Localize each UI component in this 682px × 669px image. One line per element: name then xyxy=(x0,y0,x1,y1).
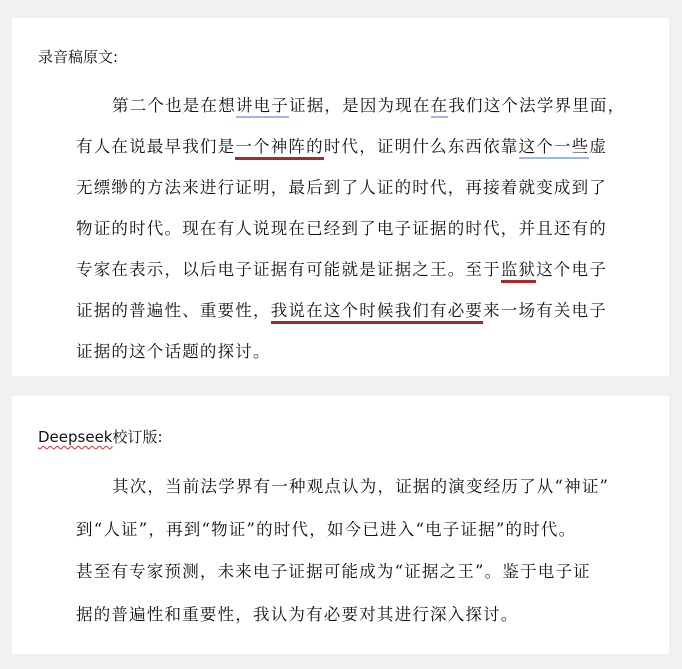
revised-version-panel xyxy=(12,396,669,654)
revised-version-line xyxy=(76,551,653,594)
text-segment: 甚至有专家预测，未来电子证据可能成为“证据之王”。鉴于电子证 xyxy=(76,562,591,581)
highlighted-phrase: 一个神阵的 xyxy=(235,137,324,160)
highlighted-phrase: 监狱 xyxy=(501,260,536,283)
original-transcript-line xyxy=(76,85,653,126)
text-segment: 证据，是因为现在 xyxy=(289,96,431,115)
highlighted-phrase: 我说在这个时候我们有必要 xyxy=(271,301,483,324)
original-transcript-line xyxy=(76,290,653,331)
text-segment: 我们这个法学界里面， xyxy=(448,96,626,115)
revised-label-suffix: 校订版: xyxy=(112,428,163,446)
text-segment: 到“人证”，再到“物证”的时代，如今已进入“电子证据”的时代。 xyxy=(76,519,577,539)
deepseek-brand-label: Deepseek xyxy=(38,428,113,446)
text-segment: 时代，证明什么东西依靠 xyxy=(323,137,519,156)
original-transcript-line xyxy=(76,249,653,290)
text-segment: 其次，当前法学界有一种观点认为，证据的演变经历了从“神证” xyxy=(112,477,610,496)
original-transcript-line xyxy=(76,126,653,167)
original-transcript-line xyxy=(76,208,653,249)
revised-version-line xyxy=(76,594,653,637)
text-segment: 来一场有关电子 xyxy=(483,301,608,320)
text-segment: 这个电子 xyxy=(536,260,608,279)
original-transcript-label: 录音稿原文: xyxy=(38,48,119,66)
text-segment: 据的普遍性和重要性，我认为有必要对其进行深入探讨。 xyxy=(76,604,519,624)
text-segment: 虚 xyxy=(589,137,608,156)
text-segment: 物证的时代。现在有人说现在已经到了电子证据的时代，并且还有的 xyxy=(76,219,607,238)
text-segment: 第二个也是在想 xyxy=(112,96,236,115)
revised-version-text xyxy=(76,466,653,636)
text-segment: 专家在表示，以后电子证据有可能就是证据之王。至于 xyxy=(76,260,501,279)
revised-version-line xyxy=(76,509,653,552)
text-segment: 证据的这个话题的探讨。 xyxy=(76,342,271,361)
original-transcript-text xyxy=(76,85,653,372)
original-transcript-line xyxy=(76,331,653,372)
grammar-marked-phrase: 讲电子 xyxy=(236,96,289,118)
text-segment: 有人在说最早我们是 xyxy=(76,137,236,156)
text-segment: 无缥缈的方法来进行证明，最后到了人证的时代，再接着就变成到了 xyxy=(76,178,607,197)
revised-version-label xyxy=(38,426,163,447)
revised-version-line xyxy=(76,466,653,509)
grammar-marked-phrase: 在 xyxy=(431,96,449,118)
text-segment: 证据的普遍性、重要性， xyxy=(76,301,271,320)
original-transcript-panel xyxy=(12,18,669,376)
original-transcript-line xyxy=(76,167,653,208)
grammar-marked-phrase: 这个一些 xyxy=(519,137,590,159)
